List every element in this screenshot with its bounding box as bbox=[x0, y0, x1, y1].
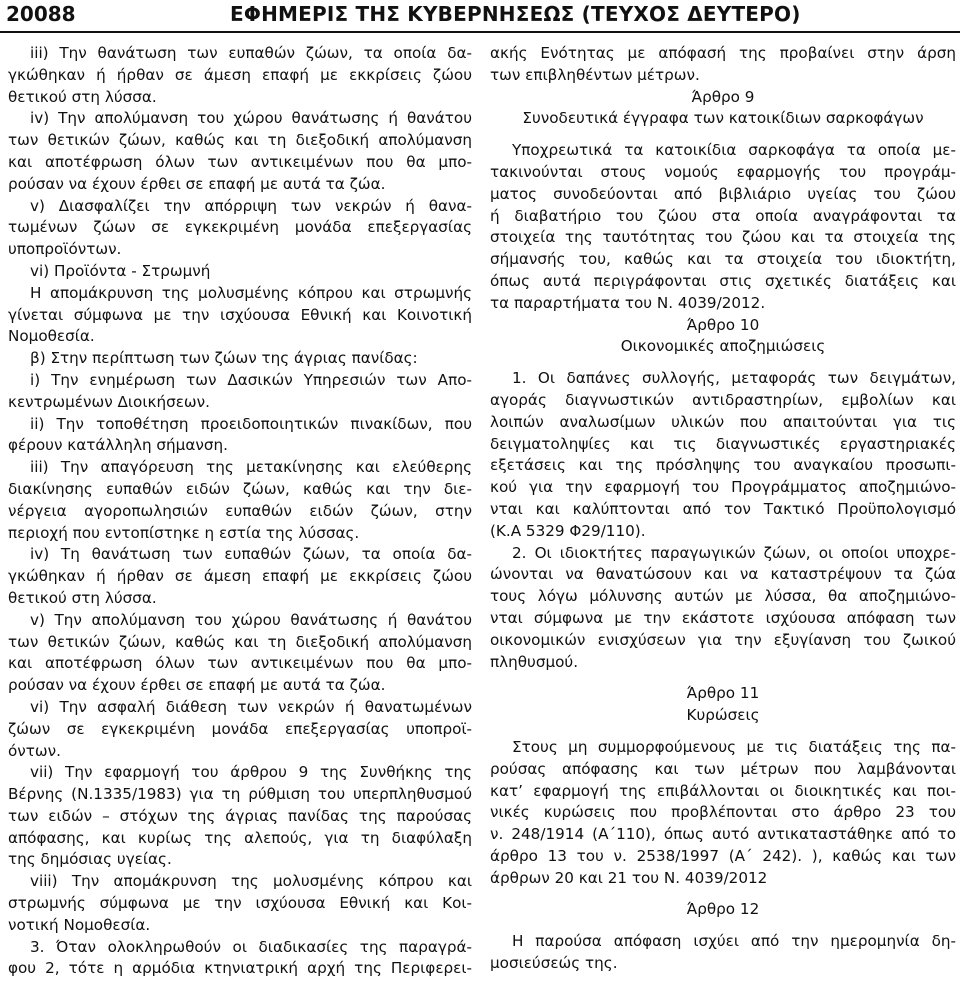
right-text-line: Υποχρεωτικά τα κατοικίδια σαρκοφάγα τα οποία με- bbox=[512, 141, 956, 160]
left-text-line: vi) Προϊόντα - Στρωμνή bbox=[30, 261, 211, 280]
left-text-line: i) Την ενημέρωση των Δασικών Υπηρεσιών των Απο- bbox=[30, 370, 472, 389]
spacer bbox=[490, 921, 956, 931]
right-text-line: 1. Οι δαπάνες συλλογής, μεταφοράς των δειγμάτων, bbox=[512, 369, 956, 388]
right-text-line: τους λόγω μόλυνσης αυτών με λύσσα, θα αποζημιώνο- bbox=[490, 587, 956, 606]
left-text-line: της δημόσιας υγείας. bbox=[8, 850, 172, 869]
left-text-line: iv) Τη θανάτωση των ευπαθών ζώων, τα οποία δα- bbox=[30, 545, 472, 564]
right-text-line: όπως αυτά περιγράφονται στις σχετικές διατάξεις και bbox=[490, 271, 956, 290]
left-text-line: κεντρωμένων Διοικήσεων. bbox=[8, 392, 210, 411]
left-text-line: γκώθηκαν ή ήρθαν σε άμεση επαφή με εκκρίσεις ζώου bbox=[8, 65, 472, 84]
article-heading-line: Οικονομικές αποζημιώσεις bbox=[620, 337, 826, 356]
left-text-line: νοτική Νομοθεσία. bbox=[8, 915, 151, 934]
left-text-line: β) Στην περίπτωση των ζώων της άγριας πανίδας: bbox=[30, 349, 418, 368]
left-text-line: vii) Την εφαρμογή του άρθρου 9 της Συνθήκης της bbox=[30, 763, 472, 782]
left-text-line: γκώθηκαν ή ήρθαν σε άμεση επαφή με εκκρίσεις ζώου bbox=[8, 567, 472, 586]
left-text-line: όντων. bbox=[8, 741, 61, 760]
left-text-line: των θετικών ζώων, καθώς και τη διεξοδική απολύμανση bbox=[8, 632, 472, 651]
right-text-line: εξετάσεις και της πρόσληψης του αναγκαίου προσωπι- bbox=[490, 456, 956, 475]
right-text-line: πληθυσμού. bbox=[490, 652, 579, 671]
right-text-line: νται και καλύπτονται από τον Τακτικό Προϋπολογισμό bbox=[490, 499, 956, 518]
left-text-line: στρωμνής σύμφωνα με την ισχύουσα Εθνική και Κοι- bbox=[8, 894, 472, 913]
right-text-line: Στους μη συμμορφούμενους με τις διατάξεις της πα- bbox=[512, 737, 956, 756]
right-text-line: κού για την εφαρμογή του Προγράμματος αποζημιώνο- bbox=[490, 478, 956, 497]
header-rule bbox=[0, 31, 960, 33]
left-text-line: φέρουν κατάλληλη σήμανση. bbox=[8, 436, 228, 455]
right-text-line: άρθρο 13 του ν. 2538/1997 (Α΄ 242). ), καθώς και των bbox=[490, 846, 956, 865]
left-text-line: ζώων σε εγκεκριμένη μονάδα επεξεργασίας υποπροϊ- bbox=[8, 719, 472, 738]
page-number: 20088 bbox=[6, 2, 76, 26]
page-header bbox=[0, 0, 960, 34]
left-text-line: και αποτέφρωση όλων των αντικειμένων που θα μπο- bbox=[8, 152, 472, 171]
right-text-line: των επιβληθέντων μέτρων. bbox=[490, 65, 700, 84]
right-text-column bbox=[490, 43, 956, 987]
left-text-line: υποπροϊόντων. bbox=[8, 240, 122, 259]
right-text-line: νικές κυρώσεις που προβλέπονται στο άρθρο 23 του bbox=[490, 803, 956, 822]
left-text-line: vi) Την ασφαλή διάθεση των νεκρών ή θανατωμένων bbox=[30, 697, 472, 716]
right-text-line: τακινούνται στους νομούς εφαρμογής του προγράμ- bbox=[490, 162, 956, 181]
left-text-line: Η απομάκρυνση της μολυσμένης κόπρου και στρωμνής bbox=[30, 283, 472, 302]
right-text-line: ρούσας απόφασης και των μέτρων που λαμβάνονται bbox=[490, 759, 956, 778]
left-text-line: απόφασης, και κυρίως της αλεπούς, για τη διαφύλαξη bbox=[8, 828, 472, 847]
left-text-line: των θετικών ζώων, καθώς και τη διεξοδική απολύμανση bbox=[8, 131, 472, 150]
right-text-line: λοιπών αναλωσίμων υλικών που απαιτούνται για τις bbox=[490, 412, 956, 431]
article-heading-line: Άρθρο 12 bbox=[686, 900, 760, 919]
right-text-line: κατ’ εφαρμογή της επιβάλλονται οι διοικητικές και ποι- bbox=[490, 781, 956, 800]
spacer bbox=[490, 889, 956, 899]
right-text-line: ν. 248/1914 (Α΄110), όπως αυτό αντικαταστάθηκε από το bbox=[490, 825, 956, 844]
left-text-line: και αποτέφρωση όλων των αντικειμένων που θα μπο- bbox=[8, 654, 472, 673]
right-text-line: (Κ.Α 5329 Φ29/110). bbox=[490, 521, 646, 540]
left-text-line: iii) Την απαγόρευση της μετακίνησης και ελεύθερης bbox=[30, 458, 472, 477]
right-text-line: άρθρων 20 και 21 του Ν. 4039/2012 bbox=[490, 868, 768, 887]
left-text-line: ii) Την τοποθέτηση προειδοποιητικών πινακίδων, που bbox=[30, 414, 472, 433]
right-text-line: σήμανσής του, καθώς και τα στοιχεία του ιδιοκτήτη, bbox=[490, 250, 956, 269]
left-text-line: viii) Την απομάκρυνση της μολυσμένης κόπρου και bbox=[30, 872, 472, 891]
left-text-line: περιοχή που εντοπίστηκε η εστία της λύσσας. bbox=[8, 523, 360, 542]
article-heading-line: Συνοδευτικά έγγραφα των κατοικίδιων σαρκοφάγων bbox=[522, 109, 924, 128]
right-text-line: αγοράς διαγνωστικών αντιδραστηρίων, εμβολίων και bbox=[490, 390, 956, 409]
left-text-line: των ειδών – στόχων της άγριας πανίδας της παρούσας bbox=[8, 806, 472, 825]
left-text-line: 3. Όταν ολοκληρωθούν οι διαδικασίες της παραγρά- bbox=[30, 937, 472, 956]
left-text-line: Βέρνης (Ν.1335/1983) για τη ρύθμιση του υπερπληθυσμού bbox=[8, 785, 472, 804]
right-text-line: ματος συνοδεύονται από βιβλιάριο υγείας του ζώου bbox=[490, 184, 956, 203]
right-text-line: ή διαβατήριο του ζώου στα οποία αναγράφονται τα bbox=[490, 206, 956, 225]
article-heading-line: Κυρώσεις bbox=[686, 706, 760, 725]
left-text-line: τωμένων ζώων σε εγκεκριμένη μονάδα επεξεργασίας bbox=[8, 218, 472, 237]
running-title: ΕΦΗΜΕΡΙΣ ΤΗΣ ΚΥΒΕΡΝΗΣΕΩΣ (ΤΕΥΧΟΣ ΔΕΥΤΕΡΟ) bbox=[230, 2, 801, 26]
left-text-line: θετικού στη λύσσα. bbox=[8, 87, 157, 106]
left-text-line: Νομοθεσία. bbox=[8, 327, 95, 346]
right-text-line: τα παραρτήματα του Ν. 4039/2012. bbox=[490, 293, 766, 312]
left-text-line: v) Διασφαλίζει την απόρριψη των νεκρών ή θανα- bbox=[30, 196, 472, 215]
right-text-line: στοιχεία της ταυτότητας του ζώου και τα στοιχεία της bbox=[490, 228, 956, 247]
left-text-line: νέργεια αγοροπωλησιών ευπαθών ειδών ζώων, στην bbox=[8, 501, 472, 520]
article-heading-line: Άρθρο 10 bbox=[686, 315, 760, 334]
right-text-line: νται σύμφωνα με την εκάστοτε ισχύουσα απόφαση των bbox=[490, 608, 956, 627]
left-text-line: ρούσαν να έχουν έρθει σε επαφή με αυτά τα ζώα. bbox=[8, 174, 386, 193]
left-text-line: iv) Την απολύμανση του χώρου θανάτωσης ή θανάτου bbox=[30, 109, 472, 128]
left-text-line: iii) Την θανάτωση των ευπαθών ζώων, τα οποία δα- bbox=[30, 44, 472, 62]
left-text-line: v) Την απολύμανση του χώρου θανάτωσης ή θανάτου bbox=[30, 610, 472, 629]
spacer bbox=[490, 358, 956, 368]
left-text-line: διακίνησης ευπαθών ειδών ζώων, καθώς και την διε- bbox=[8, 479, 472, 498]
left-text-line: φου 2, τότε η αρμόδια κτηνιατρική αρχή της Περιφερει- bbox=[8, 959, 472, 978]
right-text-line: οικονομικών ενισχύσεων για την εξυγίανση του ζωικού bbox=[490, 630, 956, 649]
right-text-line: δειγματοληψίες και τις διαγνωστικές εργαστηριακές bbox=[490, 434, 956, 453]
left-text-line: ρούσαν να έχουν έρθει σε επαφή με αυτά τα ζώα. bbox=[8, 676, 386, 695]
article-heading-line: Άρθρο 9 bbox=[691, 87, 755, 106]
left-text-line: θετικού στη λύσσα. bbox=[8, 588, 157, 607]
spacer bbox=[490, 130, 956, 140]
right-text-line: Η παρούσα απόφαση ισχύει από την ημερομηνία δη- bbox=[512, 932, 956, 951]
spacer bbox=[490, 727, 956, 737]
left-text-line: γίνεται σύμφωνα με την ισχύουσα Εθνική και Κοινοτική bbox=[8, 305, 472, 324]
right-text-line: μοσιεύσεώς της. bbox=[490, 954, 618, 973]
spacer bbox=[490, 673, 956, 683]
article-heading-line: Άρθρο 11 bbox=[686, 684, 760, 703]
right-text-line: 2. Οι ιδιοκτήτες παραγωγικών ζώων, οι οποίοι υποχρε- bbox=[512, 543, 956, 562]
left-text-column bbox=[8, 43, 472, 987]
right-text-line: ώνονται να θανατώσουν και να καταστρέψουν τα ζώα bbox=[490, 565, 956, 584]
right-text-line: ακής Ενότητας με απόφασή της προβαίνει στην άρση bbox=[490, 44, 956, 62]
